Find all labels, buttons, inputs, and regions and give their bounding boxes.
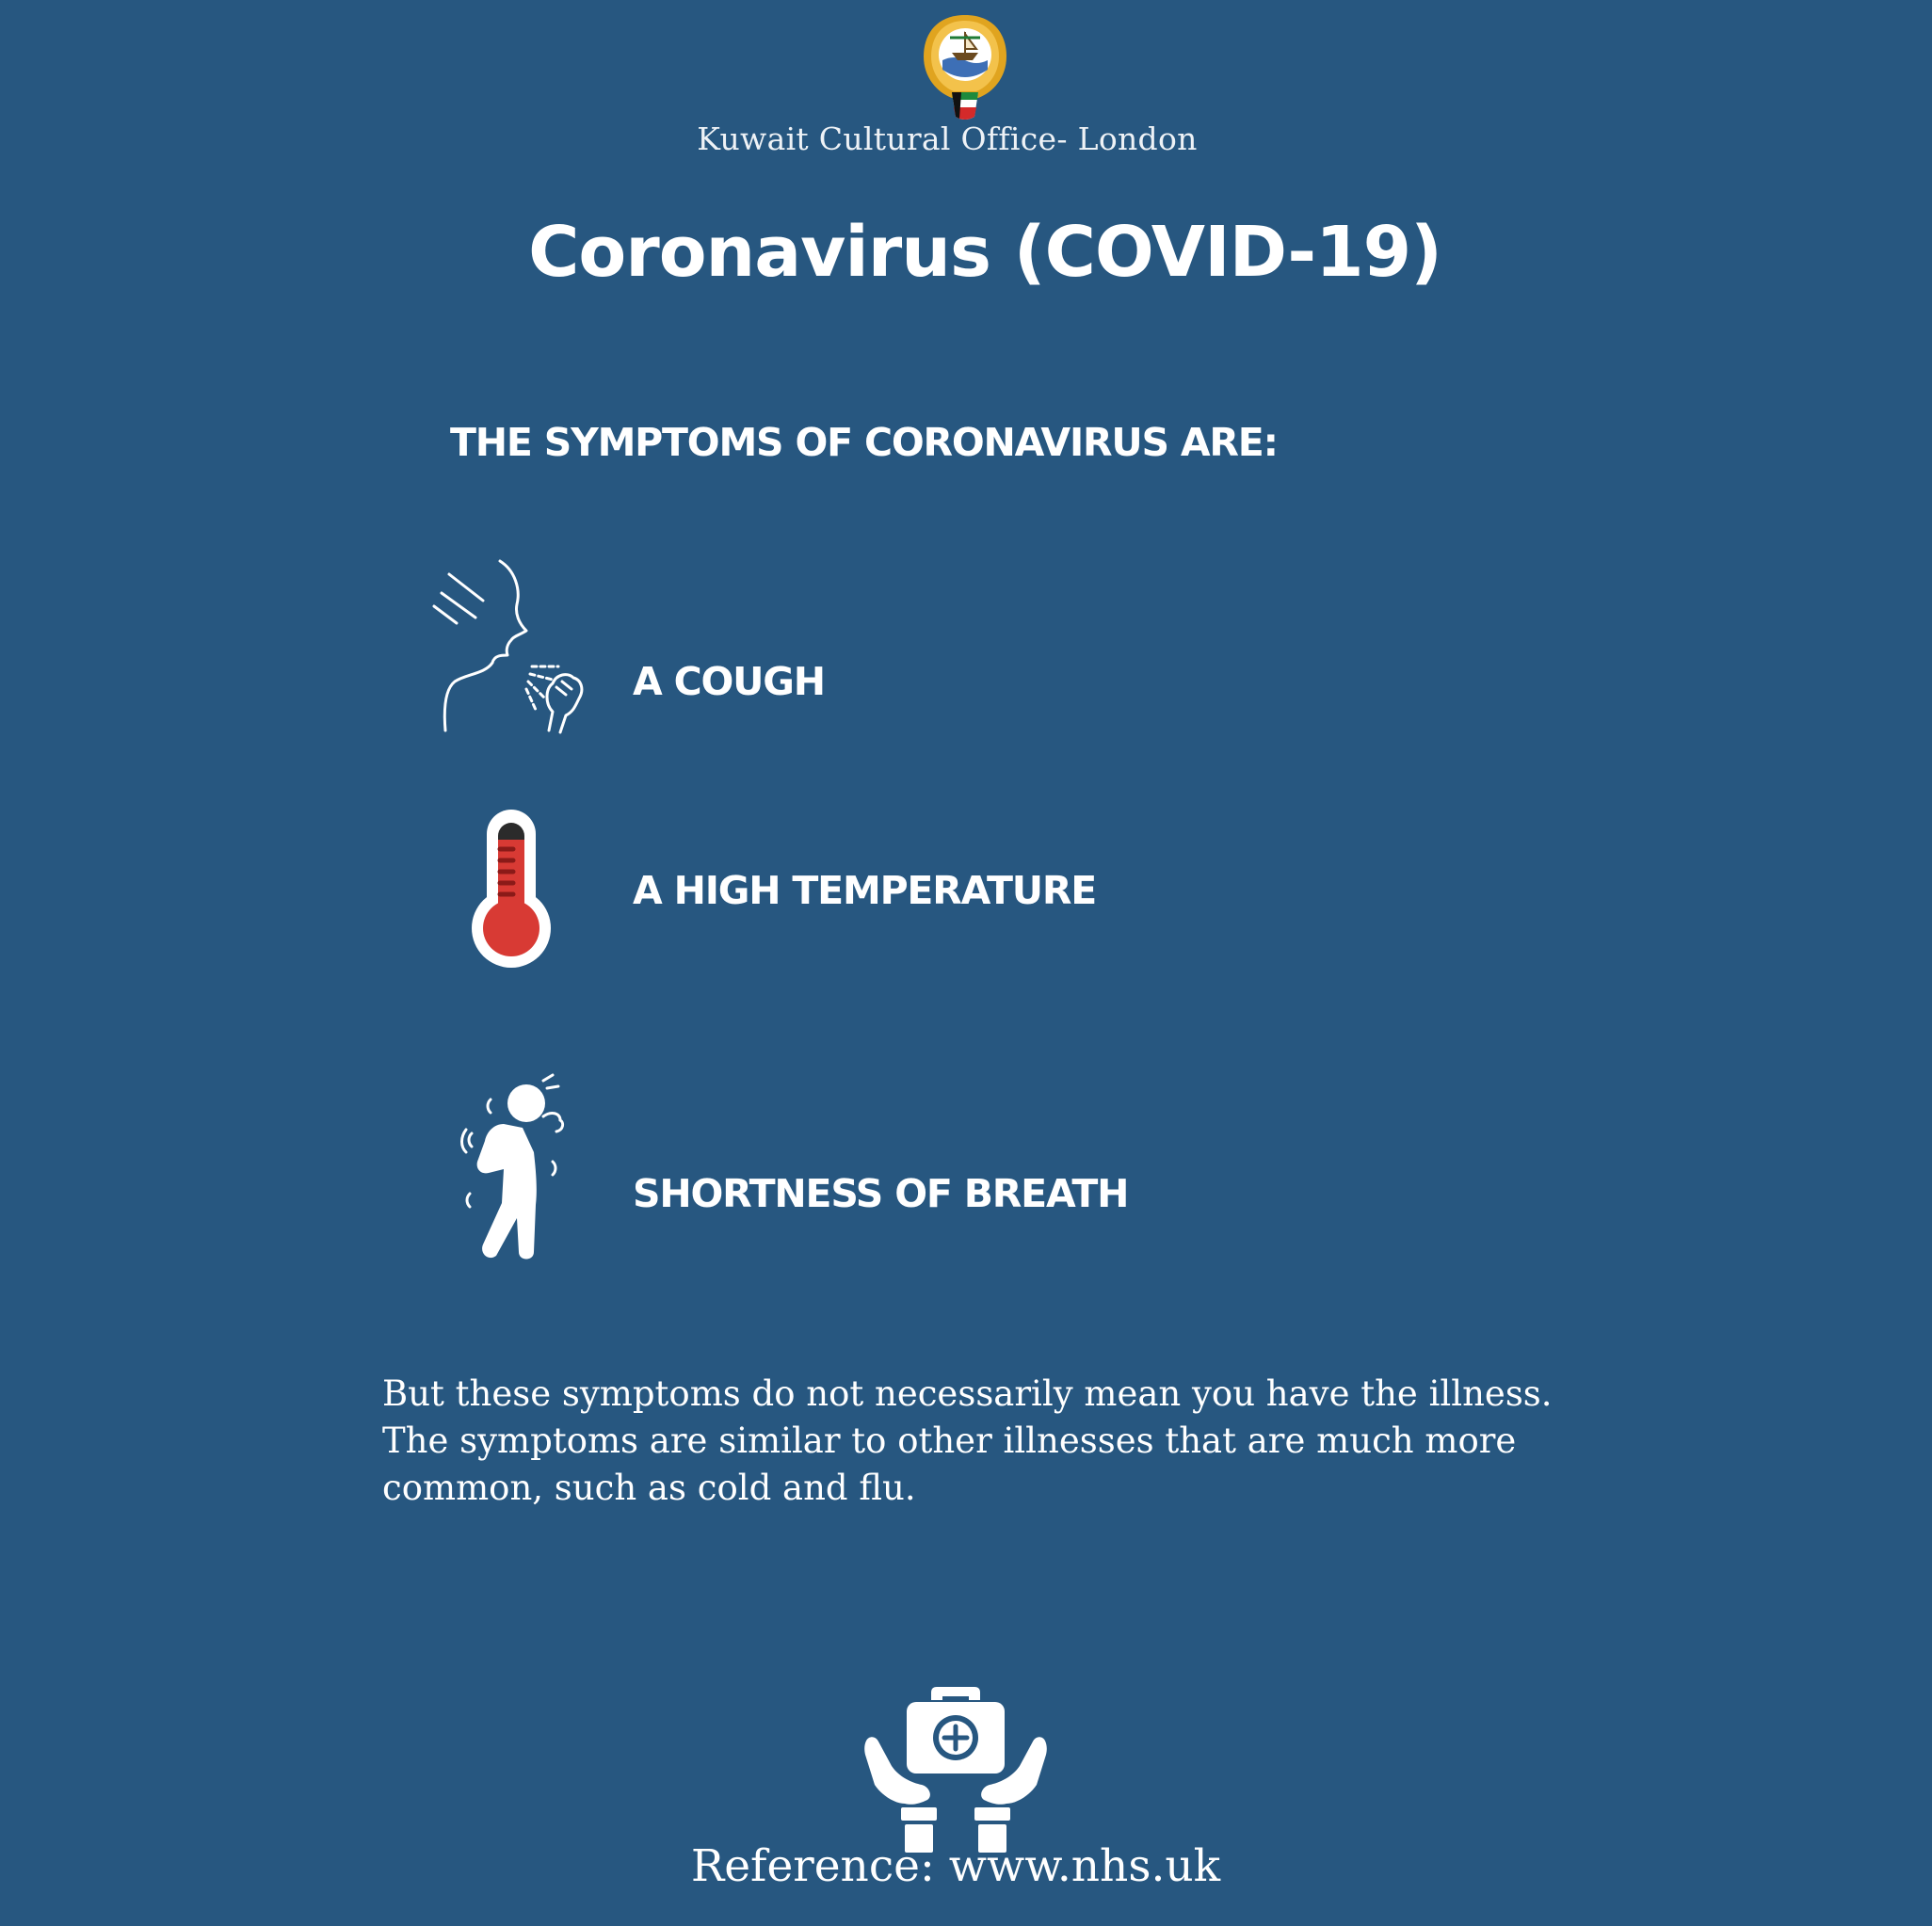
symptoms-heading: THE SYMPTOMS OF CORONAVIRUS ARE: bbox=[450, 420, 1278, 465]
thermometer-icon bbox=[471, 808, 552, 970]
kuwait-emblem-icon bbox=[918, 11, 1012, 124]
symptom-label-cough: A COUGH bbox=[633, 659, 825, 704]
cough-icon bbox=[428, 557, 588, 732]
organization-name: Kuwait Cultural Office- London bbox=[697, 120, 1198, 157]
symptom-label-temperature: A HIGH TEMPERATURE bbox=[633, 868, 1097, 913]
symptom-label-breath: SHORTNESS OF BREATH bbox=[633, 1171, 1129, 1216]
disclaimer-text: But these symptoms do not necessarily mean you have the illness. The symptoms are similar to other illnesses that are much more common, such as cold and flu. bbox=[382, 1373, 1553, 1508]
medical-kit-hands-icon bbox=[863, 1685, 1048, 1854]
breathless-person-icon bbox=[466, 1071, 572, 1263]
reference-text: Reference: www.nhs.uk bbox=[690, 1840, 1221, 1892]
page-title: Coronavirus (COVID-19) bbox=[528, 212, 1441, 293]
